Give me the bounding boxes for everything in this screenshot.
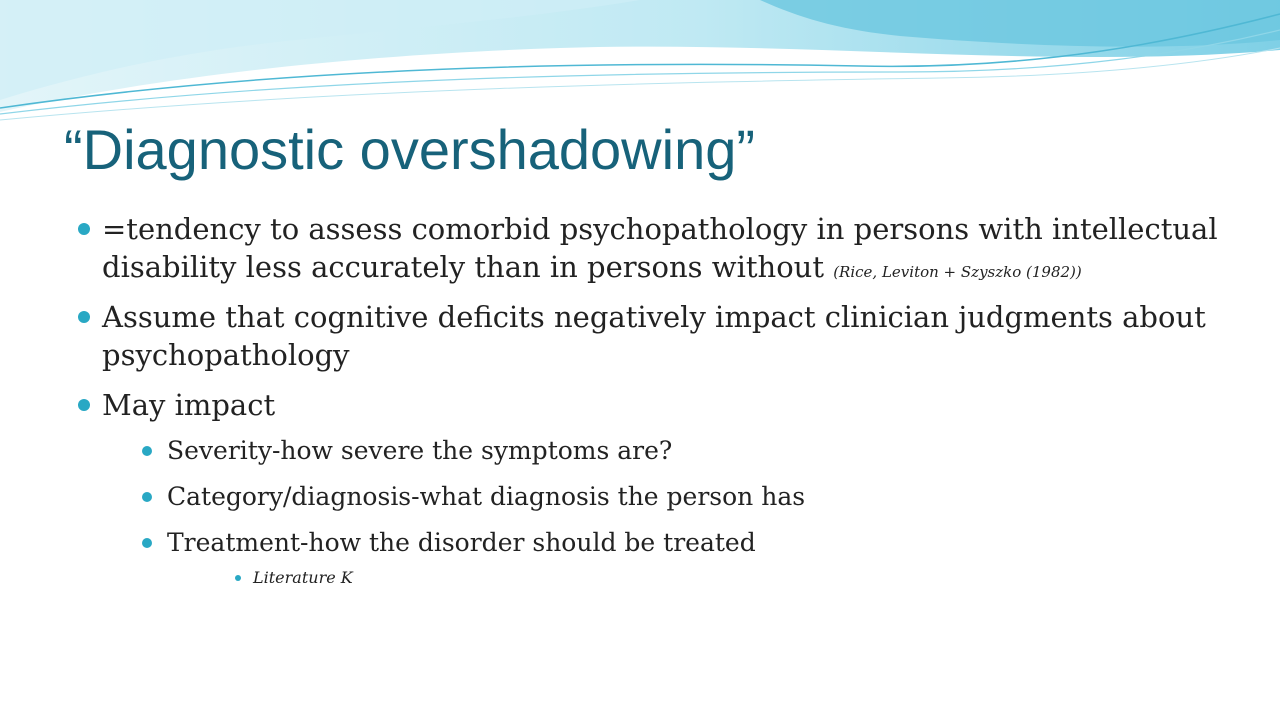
- bullet-dot: [78, 223, 90, 235]
- sub-bullet-text: Category/diagnosis-what diagnosis the person has: [167, 482, 806, 511]
- bullet-text: =tendency to assess comorbid psychopathology in persons with intellectual disability less accurately than in persons without: [102, 212, 1218, 284]
- header-wave-decoration: [0, 0, 1280, 130]
- sub-sub-bullet-text: Literature K: [253, 568, 353, 587]
- sub-sub-bullet-literature: [235, 566, 1238, 590]
- bullet-dot: [78, 311, 90, 323]
- sub-sub-bullet-dot: [235, 575, 241, 581]
- sub-bullet-text: Treatment-how the disorder should be treated: [167, 528, 756, 557]
- sub-bullet-dot: [142, 446, 152, 456]
- sub-bullet-category: [142, 478, 1238, 516]
- bullet-dot: [78, 399, 90, 411]
- bullet-assumption: [78, 298, 1238, 374]
- bullet-text: May impact: [102, 388, 276, 422]
- bullet-definition: [78, 210, 1238, 286]
- bullet-may-impact: [78, 386, 1238, 590]
- slide-content: [78, 210, 1238, 602]
- sub-bullet-severity: [142, 432, 1238, 470]
- slide-title: “Diagnostic overshadowing”: [64, 118, 756, 181]
- bullet-text: Assume that cognitive deficits negatively impact clinician judgments about psychopathology: [102, 300, 1206, 372]
- citation: (Rice, Leviton + Szyszko (1982)): [833, 263, 1082, 281]
- sub-bullet-dot: [142, 492, 152, 502]
- sub-bullet-text: Severity-how severe the symptoms are?: [167, 436, 673, 465]
- sub-bullet-treatment: [142, 524, 1238, 590]
- sub-bullet-dot: [142, 538, 152, 548]
